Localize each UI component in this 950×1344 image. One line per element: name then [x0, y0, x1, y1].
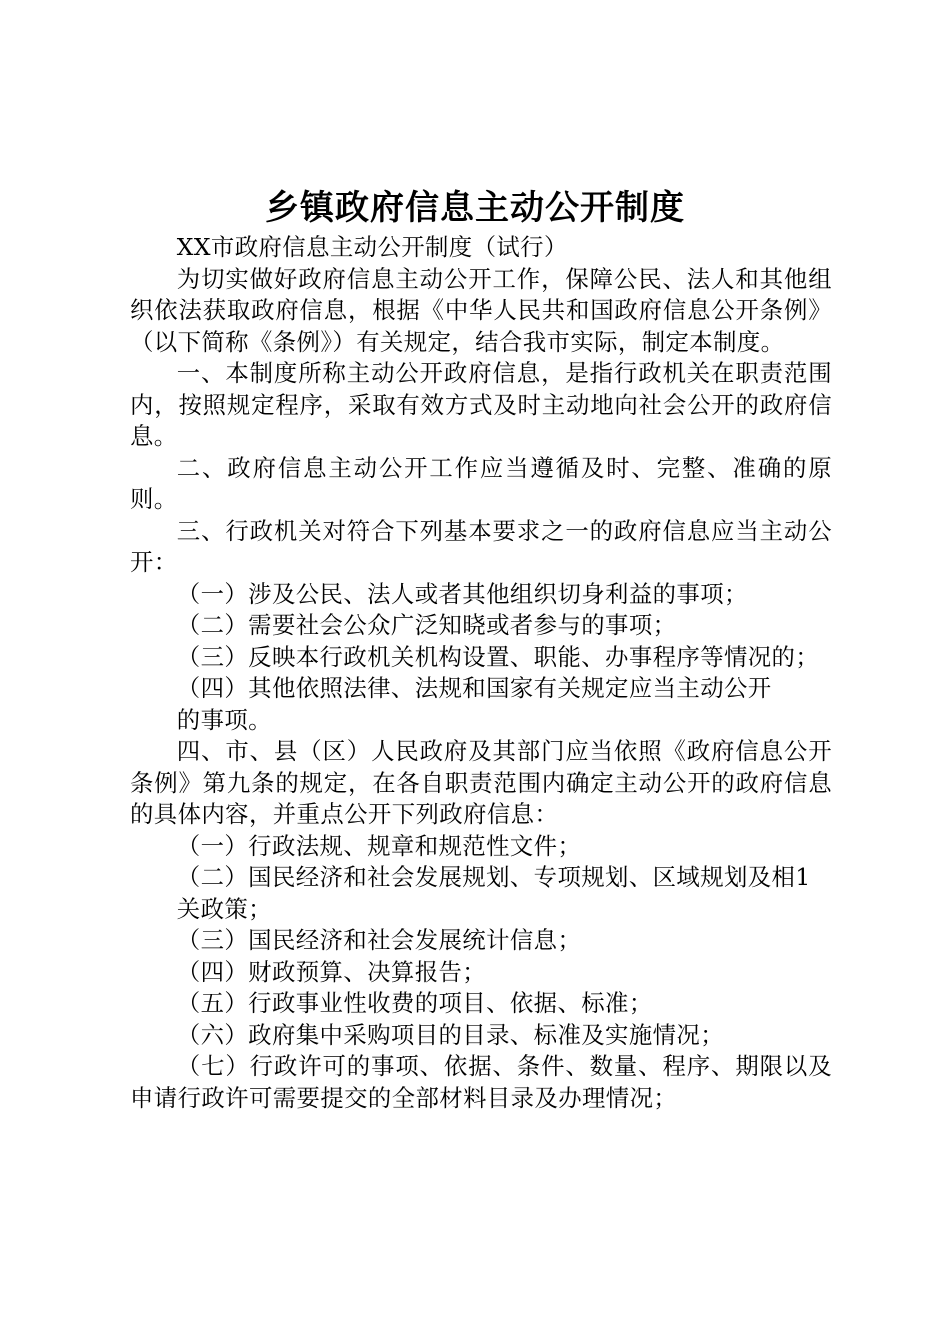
- article-3-item-4: （四）其他依照法律、法规和国家有关规定应当主动公开: [176, 674, 772, 702]
- article-3-paragraph: 三、行政机关对符合下列基本要求之一的政府信息应当主动公开：: [130, 516, 832, 576]
- article-1-paragraph: 一、本制度所称主动公开政府信息，是指行政机关在职责范围内，按照规定程序，采取有效方式及时主动地向社会公开的政府信息。: [130, 359, 832, 450]
- article-4-paragraph: 四、市、县（区）人民政府及其部门应当依照《政府信息公开条例》第九条的规定，在各自职责范围内确定主动公开的政府信息的具体内容，并重点公开下列政府信息：: [130, 737, 832, 828]
- article-4-item-6: （六）政府集中采购项目的目录、标准及实施情况；: [176, 1020, 724, 1049]
- article-3-item-1: （一）涉及公民、法人或者其他组织切身利益的事项；: [176, 579, 748, 608]
- article-4-item-2-continued: 关政策；: [176, 894, 272, 923]
- article-3-item-2: （二）需要社会公众广泛知晓或者参与的事项；: [176, 611, 677, 639]
- article-4-item-7: （七）行政许可的事项、依据、条件、数量、程序、期限以及申请行政许可需要提交的全部材料目录及办理情况；: [130, 1052, 832, 1112]
- article-3-item-4-continued: 的事项。: [176, 705, 272, 734]
- document-title: 乡镇政府信息主动公开制度: [265, 188, 685, 228]
- intro-paragraph: 为切实做好政府信息主动公开工作，保障公民、法人和其他组织依法获取政府信息，根据《中华人民共和国政府信息公开条例》（以下简称《条例》）有关规定，结合我市实际，制定本制度。: [130, 264, 832, 356]
- article-3-item-3: （三）反映本行政机关机构设置、职能、办事程序等情况的；: [176, 642, 820, 671]
- article-4-item-3: （三）国民经济和社会发展统计信息；: [176, 926, 582, 954]
- article-4-item-2: [130, 862, 832, 894]
- page-number: 1: [795, 863, 811, 891]
- subtitle-paragraph: XX市政府信息主动公开制度（试行）: [176, 233, 568, 261]
- article-4-item-4: （四）财政预算、决算报告；: [176, 957, 487, 986]
- article-4-item-1: （一）行政法规、规章和规范性文件；: [176, 831, 582, 860]
- article-4-item-2-text: （二）国民经济和社会发展规划、专项规划、区域规划及相: [176, 863, 796, 891]
- article-2-paragraph: 二、政府信息主动公开工作应当遵循及时、完整、准确的原则。: [130, 453, 832, 513]
- article-4-item-5: （五）行政事业性收费的项目、依据、标准；: [176, 989, 653, 1017]
- document-body: [130, 232, 832, 1114]
